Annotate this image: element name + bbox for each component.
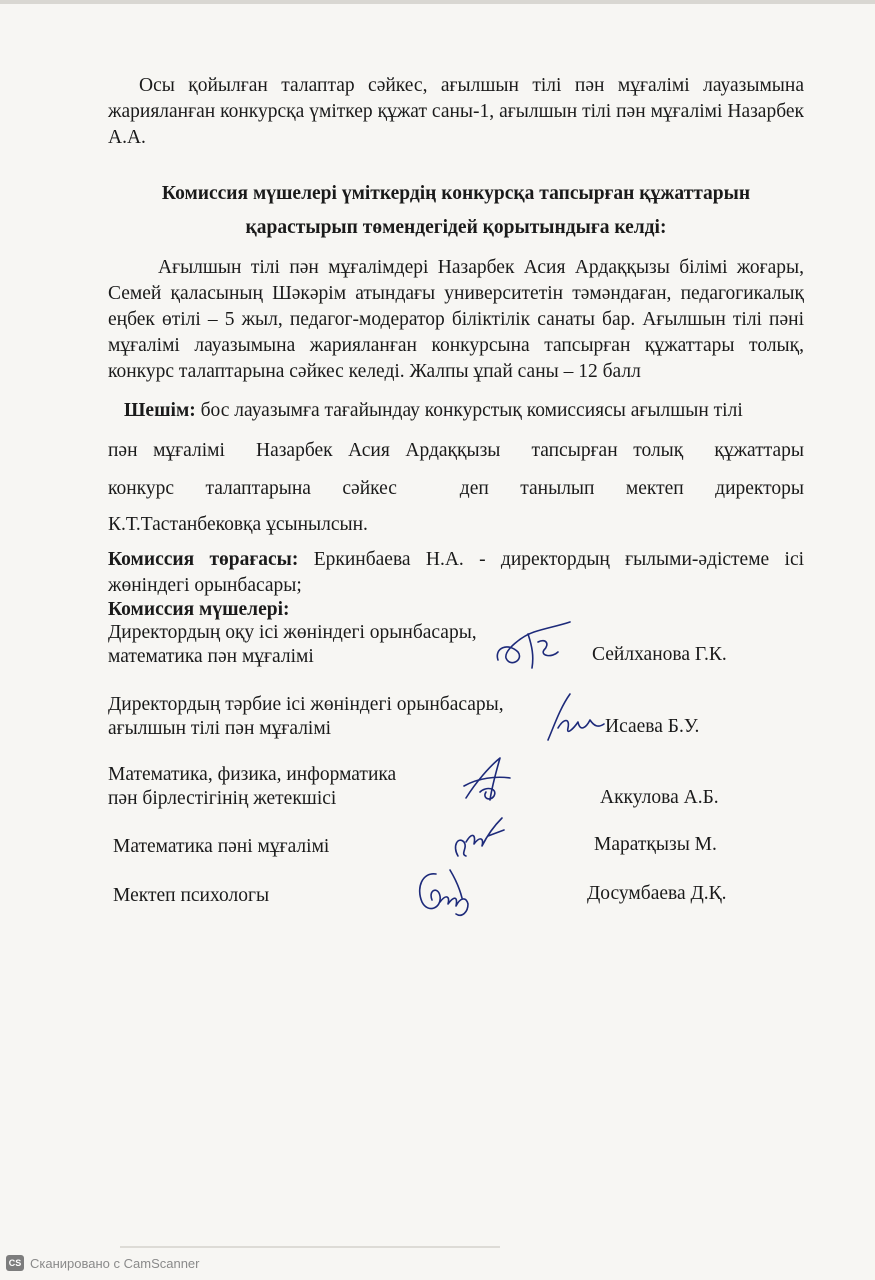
scan-edge	[120, 1246, 500, 1248]
member-role-line: математика пән мұғалімі	[108, 645, 314, 667]
signature-image	[456, 752, 520, 806]
member-role-line: пән бірлестігінің жетекшісі	[108, 787, 337, 809]
decision-line-2: пән мұғалімі Назарбек Асия Ардаққызы тапсырған толық құжаттары	[108, 440, 804, 461]
camscanner-logo-icon: CS	[6, 1255, 24, 1271]
heading-line-1: Комиссия мүшелері үміткердің конкурсқа тапсырған құжаттарын	[161, 183, 751, 204]
member-name: Маратқызы М.	[594, 834, 717, 855]
signature-image	[540, 688, 610, 746]
decision-line-4: К.Т.Тастанбековқа ұсынылсын.	[108, 514, 368, 535]
scan-edge	[0, 0, 875, 4]
member-role-line: Мектеп психологы	[113, 885, 270, 906]
member-role-line: Директордың оқу ісі жөніндегі орынбасары,	[108, 622, 477, 643]
chair-paragraph	[108, 547, 804, 599]
member-role-line: Математика пәні мұғалімі	[113, 836, 330, 857]
intro-paragraph: Осы қойылған талаптар сәйкес, ағылшын тілі пән мұғалімі лауазымына жарияланған конкурсқа үміткер құжат саны-1, ағылшын тілі пән мұғалімі Назарбек А.А.	[108, 75, 804, 148]
member-role	[108, 693, 558, 741]
members-label: Комиссия мүшелері:	[108, 599, 290, 620]
member-role-line: Директордың тәрбие ісі жөніндегі орынбасары,	[108, 694, 504, 715]
signature-image	[488, 612, 578, 674]
member-role	[113, 883, 269, 909]
member-name: Досумбаева Д.Қ.	[587, 883, 727, 904]
member-name: Исаева Б.У.	[605, 716, 700, 737]
body-paragraph: Ағылшын тілі пән мұғалімдері Назарбек Асия Ардаққызы білімі жоғары, Семей қаласының Шәкәрім атындағы университетін тәмәндаған, педагогикалық еңбек өтілі – 5 жыл, педагог-модератор біліктілік санаты бар. Ағылшын тілі пәні мұғалімі лауазымына жарияланған конкурсына тапсырған құжаттары толық, конкурс талаптарына сәйкес келеді. Жалпы ұпай саны – 12 балл	[108, 257, 804, 382]
decision-line-3: конкурс талаптарына сәйкес деп танылып мектеп директоры	[108, 478, 804, 499]
signature-image	[410, 862, 480, 924]
member-role-line: ағылшын тілі пән мұғалімі	[108, 717, 332, 739]
camscanner-watermark	[6, 1254, 199, 1272]
chair-label: Комиссия төрағасы:	[108, 549, 299, 570]
signature-image	[444, 812, 510, 862]
member-name: Сейлханова Г.К.	[592, 644, 727, 665]
decision-line-1	[124, 398, 804, 424]
decision-label: Шешім:	[124, 400, 196, 421]
member-role	[113, 834, 329, 860]
heading-line-2: қарастырып төмендегідей қорытындыға келді:	[245, 217, 667, 238]
decision-text-1: бос лауазымға тағайындау конкурстық комиссиясы ағылшын тілі	[200, 400, 743, 421]
member-role-line: Математика, физика, информатика	[108, 764, 397, 785]
member-name: Аккулова А.Б.	[600, 787, 719, 808]
camscanner-text: Сканировано с CamScanner	[30, 1255, 200, 1271]
chair-text: Еркинбаева Н.А. - директордың ғылыми-әдістеме ісі жөніндегі орынбасары;	[108, 549, 805, 596]
